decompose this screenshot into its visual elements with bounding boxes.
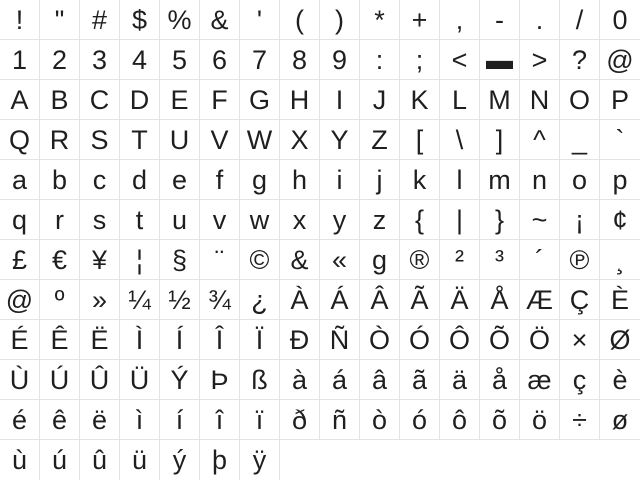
char-cell[interactable]: à xyxy=(280,360,320,399)
char-cell[interactable]: Ç xyxy=(560,280,600,319)
char-cell[interactable]: Ý xyxy=(160,360,200,399)
char-cell[interactable]: R xyxy=(40,120,80,159)
char-cell[interactable]: ê xyxy=(40,400,80,439)
char-cell[interactable]: Ù xyxy=(0,360,40,399)
char-cell[interactable]: Õ xyxy=(480,320,520,359)
char-cell[interactable]: { xyxy=(400,200,440,239)
char-cell[interactable]: ¨ xyxy=(200,240,240,279)
char-cell[interactable]: " xyxy=(40,0,80,39)
charmap-row xyxy=(0,360,640,400)
char-cell[interactable]: ù xyxy=(0,440,40,480)
char-cell[interactable]: Ä xyxy=(440,280,480,319)
char-cell[interactable]: Á xyxy=(320,280,360,319)
charmap-row xyxy=(0,120,640,160)
char-cell[interactable]: § xyxy=(160,240,200,279)
char-cell[interactable]: ä xyxy=(440,360,480,399)
char-cell[interactable]: ö xyxy=(520,400,560,439)
char-cell[interactable]: q xyxy=(0,200,40,239)
char-cell[interactable]: Í xyxy=(160,320,200,359)
char-cell[interactable]: b xyxy=(40,160,80,199)
char-cell[interactable]: « xyxy=(320,240,360,279)
char-cell[interactable]: ¼ xyxy=(120,280,160,319)
char-cell[interactable]: H xyxy=(280,80,320,119)
char-cell[interactable]: | xyxy=(440,200,480,239)
char-cell[interactable]: , xyxy=(440,0,480,39)
char-cell[interactable]: ` xyxy=(615,124,625,155)
char-cell[interactable]: Æ xyxy=(520,280,560,319)
char-cell[interactable]: n xyxy=(520,160,560,199)
char-cell[interactable]: ' xyxy=(240,0,280,39)
char-cell[interactable]: J xyxy=(360,80,400,119)
char-cell[interactable]: @ xyxy=(606,44,634,75)
char-cell[interactable]: D xyxy=(120,80,160,119)
char-cell[interactable]: * xyxy=(360,0,400,39)
char-cell[interactable]: 8 xyxy=(280,40,320,79)
char-cell[interactable]: Ñ xyxy=(320,320,360,359)
char-cell[interactable]: Ð xyxy=(280,320,320,359)
char-cell[interactable]: ç xyxy=(560,360,600,399)
char-cell[interactable]: # xyxy=(80,0,120,39)
char-cell[interactable]: ñ xyxy=(320,400,360,439)
charmap-row xyxy=(0,400,640,440)
char-cell[interactable]: P xyxy=(610,84,629,115)
empty-cells-area xyxy=(280,440,640,480)
char-cell[interactable]: Q xyxy=(0,120,40,159)
char-cell[interactable]: A xyxy=(0,80,40,119)
char-cell[interactable]: g xyxy=(360,240,400,279)
char-cell[interactable]: ^ xyxy=(520,120,560,159)
char-cell[interactable]: v xyxy=(200,200,240,239)
char-cell[interactable]: u xyxy=(160,200,200,239)
char-cell[interactable]: Ï xyxy=(240,320,280,359)
char-cell[interactable]: ¾ xyxy=(200,280,240,319)
char-cell[interactable]: L xyxy=(440,80,480,119)
char-cell[interactable]: 4 xyxy=(120,40,160,79)
charmap-row xyxy=(0,0,640,40)
char-cell[interactable]: p xyxy=(612,164,628,195)
char-cell[interactable]: È xyxy=(610,284,629,315)
char-cell[interactable]: ] xyxy=(480,120,520,159)
char-cell[interactable]: X xyxy=(280,120,320,159)
char-cell[interactable]: ; xyxy=(400,40,440,79)
charmap-row xyxy=(0,80,640,120)
char-cell[interactable]: 3 xyxy=(80,40,120,79)
charmap-row xyxy=(0,440,640,480)
char-cell[interactable]: ì xyxy=(120,400,160,439)
char-cell[interactable]: Ü xyxy=(120,360,160,399)
char-cell[interactable]: Ì xyxy=(120,320,160,359)
char-cell[interactable]: ô xyxy=(440,400,480,439)
char-cell[interactable]: i xyxy=(320,160,360,199)
char-cell[interactable]: ã xyxy=(400,360,440,399)
char-cell[interactable]: B xyxy=(40,80,80,119)
char-cell[interactable]: å xyxy=(480,360,520,399)
char-cell[interactable]: í xyxy=(160,400,200,439)
char-cell[interactable]: V xyxy=(200,120,240,159)
char-cell[interactable]: ß xyxy=(240,360,280,399)
char-cell[interactable]: © xyxy=(240,240,280,279)
char-cell[interactable]: Ø xyxy=(609,324,631,355)
char-cell[interactable]: Z xyxy=(360,120,400,159)
char-cell[interactable]: m xyxy=(480,160,520,199)
char-cell[interactable]: g xyxy=(240,160,280,199)
char-cell[interactable]: % xyxy=(160,0,200,39)
char-cell[interactable]: é xyxy=(0,400,40,439)
char-cell[interactable]: / xyxy=(560,0,600,39)
char-cell[interactable]: ø xyxy=(611,404,629,435)
char-cell[interactable]: Î xyxy=(200,320,240,359)
char-cell[interactable]: d xyxy=(120,160,160,199)
char-cell[interactable]: . xyxy=(520,0,560,39)
char-cell[interactable]: o xyxy=(560,160,600,199)
char-cell[interactable]: W xyxy=(240,120,280,159)
char-cell[interactable]: w xyxy=(240,200,280,239)
char-cell[interactable]: 0 xyxy=(612,4,628,35)
char-cell[interactable]: } xyxy=(480,200,520,239)
char-cell[interactable]: Ê xyxy=(40,320,80,359)
char-cell[interactable]: t xyxy=(120,200,160,239)
char-cell[interactable]: 7 xyxy=(240,40,280,79)
char-cell[interactable]: æ xyxy=(520,360,560,399)
char-cell[interactable]: À xyxy=(280,280,320,319)
char-cell[interactable]: h xyxy=(280,160,320,199)
char-cell[interactable]: a xyxy=(0,160,40,199)
char-cell[interactable]: E xyxy=(160,80,200,119)
char-cell[interactable]: è xyxy=(612,364,628,395)
char-cell[interactable]: C xyxy=(80,80,120,119)
char-cell[interactable]: l xyxy=(440,160,480,199)
char-cell[interactable]: U xyxy=(160,120,200,159)
char-cell[interactable]: ? xyxy=(560,40,600,79)
char-cell[interactable]: × xyxy=(560,320,600,359)
char-cell[interactable]: f xyxy=(200,160,240,199)
char-cell[interactable]: ¢ xyxy=(612,204,628,235)
char-cell[interactable]: k xyxy=(400,160,440,199)
char-cell[interactable]: ú xyxy=(40,440,80,480)
char-cell[interactable]: y xyxy=(320,200,360,239)
char-cell[interactable]: z xyxy=(360,200,400,239)
char-cell[interactable]: G xyxy=(240,80,280,119)
char-cell[interactable]: ü xyxy=(120,440,160,480)
char-cell[interactable]: ▬ xyxy=(480,40,520,79)
char-cell[interactable]: ï xyxy=(240,400,280,439)
char-cell[interactable]: á xyxy=(320,360,360,399)
char-cell[interactable]: Û xyxy=(80,360,120,399)
char-cell[interactable]: 5 xyxy=(160,40,200,79)
charmap-row xyxy=(0,240,640,280)
char-cell[interactable]: N xyxy=(520,80,560,119)
char-cell[interactable]: Å xyxy=(480,280,520,319)
char-cell[interactable]: ( xyxy=(280,0,320,39)
char-cell[interactable]: ² xyxy=(440,240,480,279)
char-cell[interactable]: ! xyxy=(0,0,40,39)
charmap-row xyxy=(0,160,640,200)
char-cell[interactable]: 2 xyxy=(40,40,80,79)
char-cell[interactable]: Ã xyxy=(400,280,440,319)
char-cell[interactable]: ³ xyxy=(480,240,520,279)
char-cell[interactable]: » xyxy=(80,280,120,319)
char-cell[interactable]: £ xyxy=(0,240,40,279)
char-cell[interactable]: ÷ xyxy=(560,400,600,439)
char-cell[interactable]: Ö xyxy=(520,320,560,359)
char-cell[interactable]: \ xyxy=(440,120,480,159)
char-cell[interactable]: < xyxy=(440,40,480,79)
char-cell[interactable]: & xyxy=(280,240,320,279)
char-cell[interactable]: ´ xyxy=(520,240,560,279)
char-cell[interactable]: 1 xyxy=(0,40,40,79)
char-cell[interactable]: õ xyxy=(480,400,520,439)
char-cell[interactable]: K xyxy=(400,80,440,119)
char-cell[interactable]: c xyxy=(80,160,120,199)
char-cell[interactable]: ¸ xyxy=(615,244,625,275)
char-cell[interactable]: @ xyxy=(0,280,40,319)
char-cell[interactable]: : xyxy=(360,40,400,79)
char-cell[interactable]: û xyxy=(80,440,120,480)
charmap-row xyxy=(0,40,640,80)
char-cell[interactable]: e xyxy=(160,160,200,199)
char-cell[interactable]: j xyxy=(360,160,400,199)
char-cell[interactable]: 6 xyxy=(200,40,240,79)
char-cell[interactable]: â xyxy=(360,360,400,399)
char-cell[interactable]: M xyxy=(480,80,520,119)
char-cell[interactable]: î xyxy=(200,400,240,439)
char-cell[interactable]: Ú xyxy=(40,360,80,399)
char-cell[interactable]: ò xyxy=(360,400,400,439)
char-cell[interactable]: ℗ xyxy=(560,240,600,279)
char-cell[interactable]: F xyxy=(200,80,240,119)
char-cell[interactable]: + xyxy=(400,0,440,39)
char-cell[interactable]: Ë xyxy=(80,320,120,359)
char-cell[interactable]: r xyxy=(40,200,80,239)
char-cell[interactable]: S xyxy=(80,120,120,159)
char-cell[interactable]: ~ xyxy=(520,200,560,239)
char-cell[interactable]: ¡ xyxy=(560,200,600,239)
charmap-row xyxy=(0,200,640,240)
char-cell[interactable]: ÿ xyxy=(240,440,280,480)
char-cell[interactable]: > xyxy=(520,40,560,79)
char-cell[interactable]: s xyxy=(80,200,120,239)
char-cell[interactable]: É xyxy=(0,320,40,359)
char-cell[interactable]: x xyxy=(280,200,320,239)
char-cell[interactable]: $ xyxy=(120,0,160,39)
char-cell[interactable]: I xyxy=(320,80,360,119)
char-cell[interactable]: º xyxy=(40,280,80,319)
char-cell[interactable]: _ xyxy=(560,120,600,159)
char-cell[interactable]: ) xyxy=(320,0,360,39)
char-cell[interactable]: ½ xyxy=(160,280,200,319)
char-cell[interactable]: ð xyxy=(280,400,320,439)
char-cell[interactable]: Þ xyxy=(200,360,240,399)
charmap-row xyxy=(0,280,640,320)
char-cell[interactable]: Ó xyxy=(400,320,440,359)
char-cell[interactable]: ¦ xyxy=(120,240,160,279)
char-cell[interactable]: ® xyxy=(400,240,440,279)
char-cell[interactable]: ¥ xyxy=(80,240,120,279)
char-cell[interactable]: T xyxy=(120,120,160,159)
char-cell[interactable]: Â xyxy=(360,280,400,319)
char-cell[interactable]: ¿ xyxy=(240,280,280,319)
char-cell[interactable]: ë xyxy=(80,400,120,439)
char-cell[interactable]: O xyxy=(560,80,600,119)
char-cell[interactable]: Ô xyxy=(440,320,480,359)
char-cell[interactable]: 9 xyxy=(320,40,360,79)
char-cell[interactable]: Ò xyxy=(360,320,400,359)
char-cell[interactable]: € xyxy=(40,240,80,279)
char-cell[interactable]: - xyxy=(480,0,520,39)
char-cell[interactable]: [ xyxy=(400,120,440,159)
char-cell[interactable]: þ xyxy=(200,440,240,480)
char-cell[interactable]: ý xyxy=(160,440,200,480)
charmap-row xyxy=(0,320,640,360)
char-cell[interactable]: Y xyxy=(320,120,360,159)
char-cell[interactable]: ó xyxy=(400,400,440,439)
char-cell[interactable]: & xyxy=(200,0,240,39)
